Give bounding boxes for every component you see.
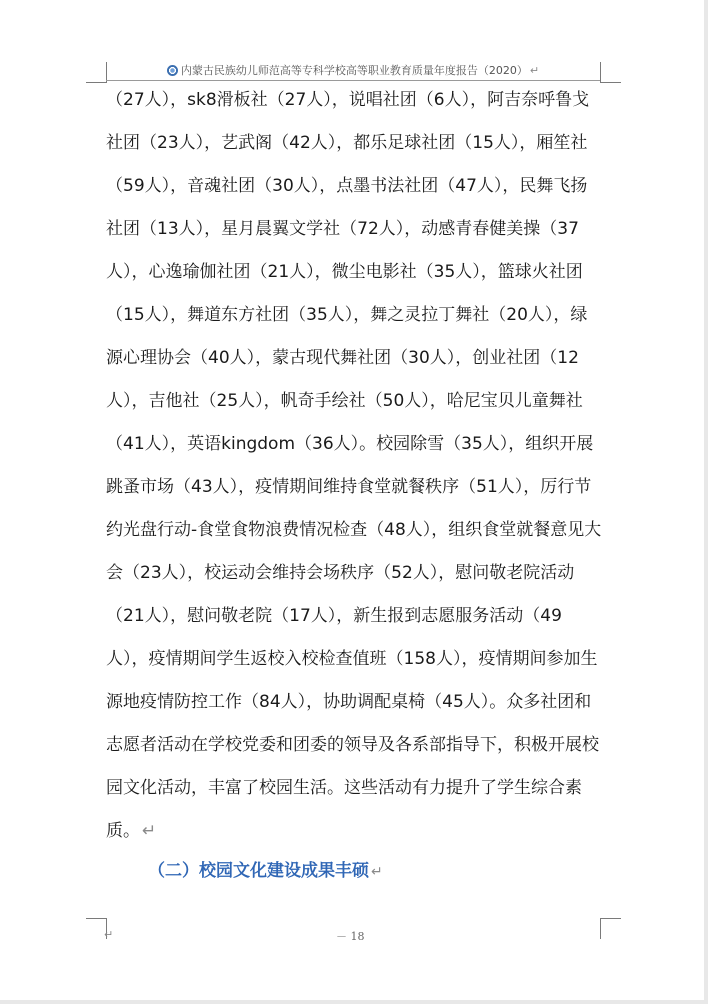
section-heading-text: （二）校园文化建设成果丰硕 bbox=[148, 861, 369, 881]
school-logo-icon bbox=[167, 65, 178, 76]
text-line: （27人），sk8滑板社（27人），说唱社团（6人），阿吉奈呼鲁戈 bbox=[106, 90, 590, 110]
text-line-last bbox=[106, 810, 606, 853]
paragraph-mark-icon: ↵ bbox=[371, 864, 383, 880]
text-line: 园文化活动，丰富了校园生活。这些活动有力提升了学生综合素 bbox=[106, 778, 582, 798]
page-header bbox=[106, 60, 600, 81]
body-paragraph bbox=[106, 79, 606, 853]
text-line: （59人），音魂社团（30人），点墨书法社团（47人），民舞飞扬 bbox=[106, 176, 588, 196]
text-line: 人），吉他社（25人），帆奇手绘社（50人），哈尼宝贝儿童舞社 bbox=[106, 391, 583, 411]
text-line: 跳蚤市场（43人），疫情期间维持食堂就餐秩序（51人），厉行节 bbox=[106, 477, 592, 497]
text-line: 源地疫情防控工作（84人），协助调配桌椅（45人）。众多社团和 bbox=[106, 692, 592, 712]
text-line: （15人），舞道东方社团（35人），舞之灵拉丁舞社（20人），绿 bbox=[106, 305, 588, 325]
page-edge-bottom bbox=[0, 1000, 708, 1004]
crop-mark-top-left bbox=[86, 62, 107, 83]
paragraph-mark-icon: ↵ bbox=[529, 63, 540, 77]
text-line: （41人），英语kingdom（36人）。校园除雪（35人），组织开展 bbox=[106, 434, 594, 454]
footer-paragraph-mark-icon: ↵ bbox=[104, 928, 114, 941]
text-line: 人），疫情期间学生返校入校检查值班（158人），疫情期间参加生 bbox=[106, 649, 598, 669]
page-number: － 18 bbox=[336, 930, 365, 943]
text-line: 志愿者活动在学校党委和团委的领导及各系部指导下，积极开展校 bbox=[106, 735, 599, 755]
text-line: 人），心逸瑜伽社团（21人），微尘电影社（35人），篮球火社团 bbox=[106, 262, 583, 282]
text-line: 社团（13人），星月晨翼文学社（72人），动感青春健美操（37 bbox=[106, 219, 579, 239]
page-edge-right bbox=[704, 0, 708, 1004]
text-line: 约光盘行动-食堂食物浪费情况检查（48人），组织食堂就餐意见大 bbox=[106, 520, 602, 540]
paragraph-mark-icon: ↵ bbox=[142, 821, 157, 841]
text-line: 会（23人），校运动会维持会场秩序（52人），慰问敬老院活动 bbox=[106, 563, 575, 583]
header-title: 内蒙古民族幼儿师范高等专科学校高等职业教育质量年度报告（2020） bbox=[180, 64, 528, 77]
text-line-content: 质。 bbox=[106, 821, 140, 841]
text-line: 社团（23人），艺武阁（42人），都乐足球社团（15人），厢笙社 bbox=[106, 133, 588, 153]
crop-mark-bottom-right bbox=[600, 918, 621, 939]
text-line: （21人），慰问敬老院（17人），新生报到志愿服务活动（49 bbox=[106, 606, 562, 626]
section-heading bbox=[148, 856, 383, 887]
text-line: 源心理协会（40人），蒙古现代舞社团（30人），创业社团（12 bbox=[106, 348, 579, 368]
